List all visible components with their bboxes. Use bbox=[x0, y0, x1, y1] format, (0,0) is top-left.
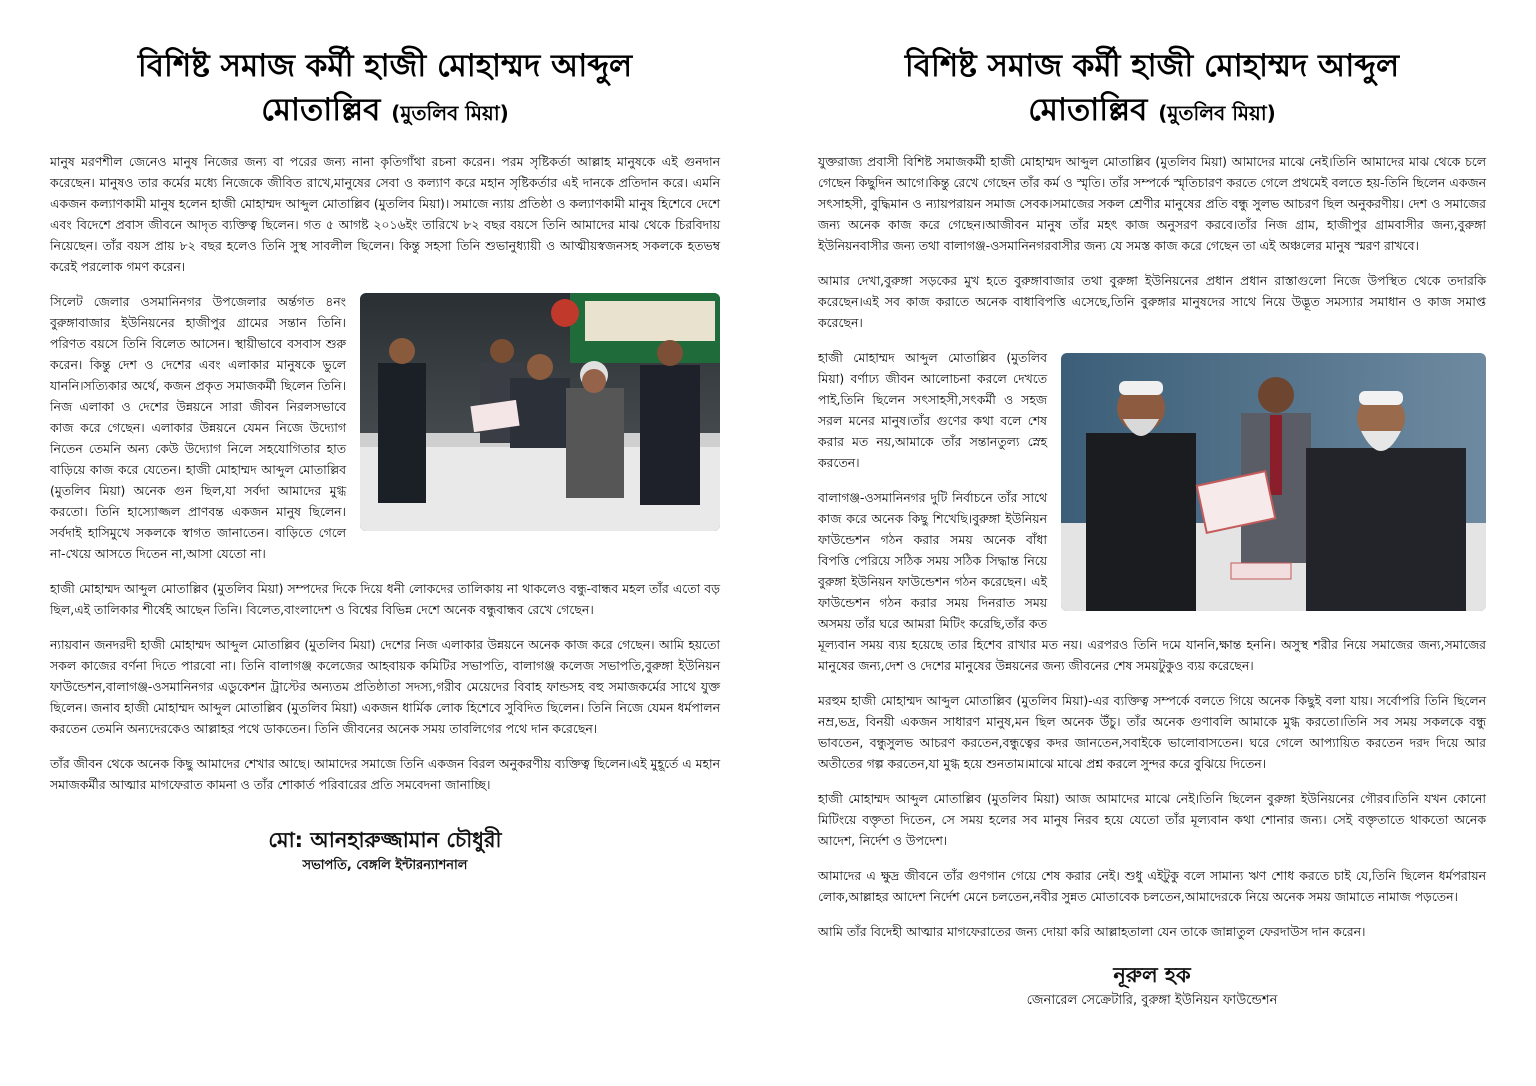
left-page-title bbox=[50, 44, 720, 135]
left-photo-award-ceremony bbox=[360, 293, 720, 531]
right-signature bbox=[818, 960, 1486, 1012]
left-title-line1: বিশিষ্ট সমাজ কর্মী হাজী মোহাম্মদ আব্দুল bbox=[137, 48, 633, 84]
left-paragraph-3: হাজী মোহাম্মদ আব্দুল মোতাল্লিব (মুতলিব মিয়া) সম্পদের দিকে দিয়ে ধনী লোকদের তালিকায় না থাকলেও বন্ধু-বান্ধব মহল তাঁর এতো বড় ছিল,এই তালিকার শীর্ষেই আছেন তিনি। বিলেত,বাংলাদেশ ও বিশ্বের বিভিন্ন দেশে অনেক বন্ধুবান্ধব রেখে গেছেন। bbox=[50, 581, 720, 617]
right-paragraph-5: মরহুম হাজী মোহাম্মদ আব্দুল মোতাল্লিব (মুতলিব মিয়া)-এর ব্যক্তিত্ব সম্পর্কে বলতে গিয়ে অনেক কিছুই বলা যায়। সর্বোপরি তিনি ছিলেন নম্র,ভদ্র, বিনয়ী একজন সাধারণ মানুষ,মন ছিল অনেক উঁচু। তাঁর অনেক গুণাবলি আমাকে মুগ্ধ করতো।তিনি সব সময় সকলকে বন্ধু ভাবতেন, বন্ধুসুলভ আচরণ করতেন,বন্ধুত্বের কদর জানতেন,সবাইকে ভালোবাসতেন। ঘরে গেলে আপ্যায়িত করতেন দরদ দিয়ে আর অতীতের গল্প করতেন,যা মুগ্ধ হয়ে শুনতাম।মাঝে মাঝে প্রশ্ন করলে সুন্দর করে বুঝিয়ে দিতেন। bbox=[818, 693, 1486, 771]
right-paragraph-7: আমাদের এ ক্ষুদ্র জীবনে তাঁর গুণগান গেয়ে শেষ করার নেই। শুধু এইটুকু বলে সামান্য ঋণ শোধ করতে চাই যে,তিনি ছিলেন ধর্মপরায়ন লোক,আল্লাহর আদেশ নির্দেশ মেনে চলতেন,নবীর সুন্নত মোতাবেক চলতেন,আমাদেরকে নিয়ে অনেক সময় জামাতে নামাজ পড়তেন। bbox=[818, 868, 1486, 904]
right-page bbox=[768, 0, 1536, 1086]
left-signature bbox=[50, 825, 720, 877]
right-paragraph-8: আমি তাঁর বিদেহী আত্মার মাগফেরাতের জন্য দোয়া করি আল্লাহতালা যেন তাকে জান্নাতুল ফেরদাউস দান করেন। bbox=[818, 924, 1366, 939]
left-paragraph-2: সিলেট জেলার ওসমানিনগর উপজেলার অর্ন্তগত ৪নং বুরুঙ্গাবাজার ইউনিয়নের হাজীপুর গ্রামের সন্তান তিনি। পরিণত বয়সে তিনি বিলেত আসেন। স্থায়ীভাবে বসবাস শুরু করেন। কিন্তু দেশ ও দেশের এবং এলাকার মানুষকে ভুলে যাননি।সত্যিকার অর্থে, কজন প্রকৃত সমাজকর্মী ছিলেন তিনি।নিজ এলাকা ও দেশের উন্নয়নে সারা জীবন নিরলসভাবে কাজ করে গেছেন। এলাকার উন্নয়নে যেমন নিজে উদ্যোগ নিতেন তেমনি অন্য কেউ উদ্যোগ নিলে সহযোগিতার হাত বাড়িয়ে কাজ করে যেতেন। হাজী মোহাম্মদ আব্দুল মোতাল্লিব (মুতলিব মিয়া) অনেক গুন ছিল,যা সর্বদা আমাদের মুগ্ধ করতো। তিনি হাস্যোজ্জল প্রাণবন্ত একজন মানুষ ছিলেন। সর্বদাই হাসিমুখে সকলকে স্বাগত জানাতেন। বাড়িতে গেলে না-খেয়ে আসতে দিতেন না,আসা যেতো না। bbox=[50, 294, 346, 561]
left-paragraph-5: তাঁর জীবন থেকে অনেক কিছু আমাদের শেখার আছে। আমাদের সমাজে তিনি একজন বিরল অনুকরণীয় ব্যক্তিত্ব ছিলেন।এই মুহূর্তে এ মহান সমাজকর্মীর আত্মার মাগফেরাত কামনা ও তাঁর শোকার্ত পরিবারের প্রতি সমবেদনা জানাচ্ছি। bbox=[50, 756, 720, 792]
right-signature-role: জেনারেল সেক্রেটারি, বুরুঙ্গা ইউনিয়ন ফাউন্ডেশন bbox=[1026, 993, 1278, 1008]
right-paragraph-4: বালাগঞ্জ-ওসমানিনগর দুটি নির্বাচনে তাঁর সাথে কাজ করে অনেক কিছু শিখেছি।বুরুঙ্গা ইউনিয়ন ফাউন্ডেশন গঠন করার সময় অনেক বাঁধা বিপত্তি পেরিয়ে সঠিক সময় সঠিক সিদ্ধান্ত নিয়ে বুরুঙ্গা ইউনিয়ন ফাউন্ডেশন গঠন করেছেন। এই ফাউন্ডেশন গঠন করার সময় দিনরাত সময় অসময় তাঁর ঘরে আমরা মিটিং করেছি,তাঁর কত মূল্যবান সময় ব্যয় হয়েছে তার হিশেব রাখার মত নয়। এরপরও তিনি দমে যাননি,ক্ষান্ত হননি। অসুস্থ শরীর নিয়ে সমাজের জন্য,সমাজের মানুষের জন্য,দেশ ও দেশের মানুষের উন্নয়নের জন্য জীবনের শেষ সময়টুকুও ব্যয় করেছেন। bbox=[818, 490, 1486, 673]
right-title-sub: (মুতলিব মিয়া) bbox=[1158, 101, 1276, 125]
right-photo-award-ceremony bbox=[1061, 353, 1486, 611]
right-signature-name: নূরুল হক bbox=[1113, 963, 1191, 987]
left-title-sub: (মুতলিব মিয়া) bbox=[391, 101, 509, 125]
left-title-line2: মোতাল্লিব bbox=[261, 92, 381, 128]
left-signature-role: সভাপতি, বেঙ্গলি ইন্টারন্যাশনাল bbox=[302, 858, 468, 873]
right-title-line1: বিশিষ্ট সমাজ কর্মী হাজী মোহাম্মদ আব্দুল bbox=[904, 48, 1400, 84]
right-page-title bbox=[818, 44, 1486, 135]
right-paragraph-6: হাজী মোহাম্মদ আব্দুল মোতাল্লিব (মুতলিব মিয়া) আজ আমাদের মাঝে নেই।তিনি ছিলেন বুরুঙ্গা ইউনিয়নের গৌরব।তিনি যখন কোনো মিটিংয়ে বক্তৃতা দিতেন, সে সময় হলের সব মানুষ নিরব হয়ে যেতো তাঁর মূল্যবান কথা শোনার জন্য। সেই বক্তৃতাতে থাকতো অনেক আদেশ, নির্দেশ ও উপদেশ। bbox=[818, 791, 1486, 848]
right-paragraph-1: যুক্তরাজ্য প্রবাসী বিশিষ্ট সমাজকর্মী হাজী মোহাম্মদ আব্দুল মোতাল্লিব (মুতলিব মিয়া) আমাদের মাঝে নেই।তিনি আমাদের মাঝ থেকে চলে গেছেন কিছুদিন আগে।কিন্তু রেখে গেছেন তাঁর কর্ম ও স্মৃতি। তাঁর সম্পর্কে স্মৃতিচারণ করতে গেলে প্রথমেই বলতে হয়-তিনি ছিলেন একজন সৎসাহসী, বুদ্ধিমান ও ন্যায়পরায়ন সমাজ সেবক।সমাজের সকল শ্রেণীর মানুষের প্রতি বন্ধু সুলভ আচরণ ছিল অনুকরণীয়। দেশ ও সমাজের জন্য অনেক কাজ করে গেছেন।আজীবন মানুষ তাঁর মহৎ কাজ অনুসরণ করবে।তাঁর নিজ গ্রাম, হাজীপুর গ্রামবাসীর জন্য,বুরুঙ্গা ইউনিয়নবাসীর জন্য তথা বালাগঞ্জ-ওসমানিনগরবাসীর জন্য যে সমস্ত কাজ করে গেছেন তা এই অঞ্চলের মানুষ স্মরণ রাখবে। bbox=[818, 154, 1486, 253]
right-title-line2: মোতাল্লিব bbox=[1028, 92, 1148, 128]
left-signature-name: মো: আনহারুজ্জামান চৌধুরী bbox=[268, 828, 502, 852]
right-paragraph-2: আমার দেখা,বুরুঙ্গা সড়কের মুখ হতে বুরুঙ্গাবাজার তথা বুরুঙ্গা ইউনিয়নের প্রধান প্রধান রাস্তাগুলো নিজে উপস্থিত থেকে তদারকি করেছেন।এই সব কাজ করাতে অনেক বাধাবিপত্তি এসেছে,তিনি বুরুঙ্গার মানুষদের সাথে নিয়ে উদ্ভূত সমস্যার সমাধান ও কাজ সমাপ্ত করেছেন। bbox=[818, 273, 1486, 330]
left-paragraph-4: ন্যায়বান জনদরদী হাজী মোহাম্মদ আব্দুল মোতাল্লিব (মুতলিব মিয়া) দেশের নিজ এলাকার উন্নয়নে অনেক কাজ করে গেছেন। আমি হয়তো সকল কাজের বর্ণনা দিতে পারবো না। তিনি বালাগঞ্জ কলেজের আহবায়ক কমিটির সভাপতি, বালাগঞ্জ কলেজ সভাপতি,বুরুঙ্গা ইউনিয়ন ফাউন্ডেশন,বালাগঞ্জ-ওসমানিনগর এডুকেশন ট্রাস্টের অন্যতম প্রতিষ্ঠাতা সদস্য,গরীব মেয়েদের বিবাহ ফান্ডসহ বহু সমাজকর্মের সাথে যুক্ত ছিলেন। জনাব হাজী মোহাম্মদ আব্দুল মোতাল্লিব (মুতলিব মিয়া) একজন ধার্মিক লোক হিশেবে সুবিদিত ছিলেন। তিনি নিজে যেমন ধর্মপালন করতেন তেমনি অন্যদেরকেও আল্লাহর পথে ডাকতেন। তিনি জীবনের অনেক সময় তাবলিগের পথে দান করেছেন। bbox=[50, 637, 720, 736]
right-paragraph-3: হাজী মোহাম্মদ আব্দুল মোতাল্লিব (মুতলিব মিয়া) বর্ণাঢ্য জীবন আলোচনা করলে দেখতে পাই,তিনি ছিলেন সৎসাহসী,সৎকর্মী ও সহজ সরল মনের মানুষ।তাঁর গুণের কথা বলে শেষ করার মত নয়,আমাকে তাঁর সন্তানতুল্য স্নেহ করতেন। bbox=[818, 350, 1047, 470]
left-paragraph-1: মানুষ মরণশীল জেনেও মানুষ নিজের জন্য বা পরের জন্য নানা কৃতিগাঁথা রচনা করেন। পরম সৃষ্টিকর্তা আল্লাহ মানুষকে এই গুনদান করেছেন। মানুষও তার কর্মের মধ্যে নিজেকে জীবিত রাখে,মানুষের সেবা ও কল্যাণ করে মহান সৃষ্টিকর্তার এই দানকে প্রতিদান করে। এমনি একজন কল্যাণকামী মানুষ হলেন হাজী মোহাম্মদ আব্দুল মোতাল্লিব (মুতলিব মিয়া)। সমাজে ন্যায় প্রতিষ্ঠা ও কল্যাণকামী মানুষ হিশেবে দেশে এবং বিদেশে প্রবাস জীবনে আদৃত ব্যক্তিত্ব ছিলেন। গত ৫ আগষ্ট ২০১৬ইং তারিখে ৮২ বছর বয়সে তিনি আমাদের মাঝ থেকে চিরবিদায় নিয়েছেন। তাঁর বয়স প্রায় ৮২ বছর হলেও তিনি সুস্থ সাবলীল ছিলেন। কিন্তু সহসা তিনি শুভানুধ্যায়ী ও আত্মীয়স্বজনসহ সকলকে হতভম্ব করেই পরলোক গমণ করেন। bbox=[50, 154, 720, 274]
